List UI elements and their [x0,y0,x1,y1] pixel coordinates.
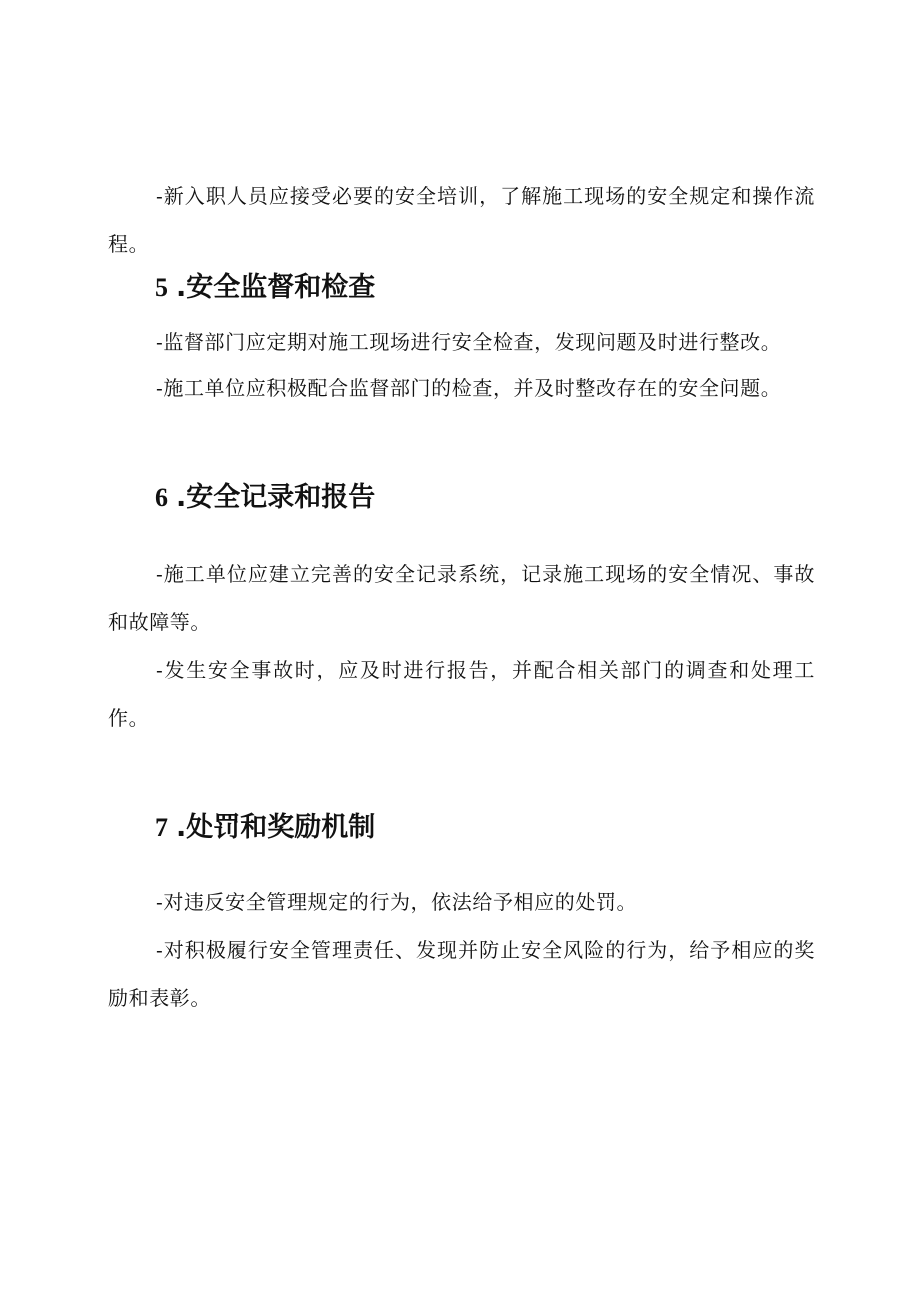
section-number: 7 [155,813,168,842]
section-number: 6 [155,483,168,512]
paragraph-penalty-2: -对积极履行安全管理责任、发现并防止安全风险的行为，给予相应的奖励和表彰。 [108,938,815,1010]
section-title: .处罚和奖励机制 [176,812,376,843]
paragraph-supervision-1: -监督部门应定期对施工现场进行安全检查，发现问题及时进行整改。 [156,330,782,354]
section-heading-7 [155,808,375,848]
paragraph-supervision-2: -施工单位应积极配合监督部门的检查，并及时整改存在的安全问题。 [156,376,782,400]
paragraph-penalty-1: -对违反安全管理规定的行为，依法给予相应的处罚。 [156,890,638,914]
section-title: .安全记录和报告 [176,482,376,513]
paragraph-training: -新入职人员应接受必要的安全培训，了解施工现场的安全规定和操作流程。 [108,184,815,256]
section-title: .安全监督和检查 [176,272,376,303]
section-heading-5 [155,268,375,308]
paragraph-records-2: -发生安全事故时，应及时进行报告，并配合相关部门的调查和处理工作。 [108,658,815,730]
section-number: 5 [155,273,168,302]
section-heading-6 [155,478,375,518]
paragraph-records-1: -施工单位应建立完善的安全记录系统，记录施工现场的安全情况、事故和故障等。 [108,562,815,634]
